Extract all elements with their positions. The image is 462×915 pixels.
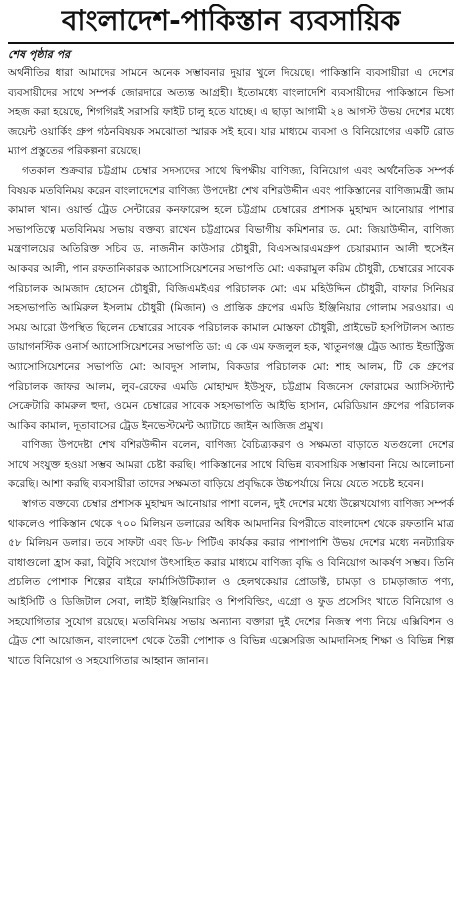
headline: বাংলাদেশ-পাকিস্তান ব্যবসায়িক [61,4,401,37]
paragraph-3: বাণিজ্য উপদেষ্টা শেখ বশিরউদ্দীন বলেন, বাণিজ্য বৈচিত্র্যকরণ ও সক্ষমতা বাড়াতে যতগুলো দেশের সাথে সংযুক্ত হওয়া সম্ভব আমরা চেষ্টা করছি। পাকিস্তানের সাথে বিভিন্ন ব্যবসায়িক সম্ভাবনা নিয়ে আলোচনা করেছি। আশা করছি ব্যবসায়ীরা তাদের সক্ষমতা বাড়িয়ে প্রবৃদ্ধিকে উচ্চপর্যায়ে নিয়ে যেতে সচেষ্ট হবেন। [8,439,454,491]
paragraph-1: অর্থনীতির ধারা আমাদের সামনে অনেক সম্ভাবনার দুয়ার খুলে দিয়েছে। পাকিস্তানি ব্যবসায়ীরা এ দেশের ব্যবসায়ীদের সাথে সম্পর্ক জোরদারে অত্যন্ত আগ্রহী। ইতোমধ্যে বাংলাদেশি ব্যবসায়ীদের পাকিস্তানে ভিসা সহজ করা হয়েছে, শিগগিরই সরাসরি ফাইট চালু হতে যাচ্ছে। এ ছাড়া আগামী ২৪ আগস্ট উভয় দেশের মধ্যে জয়েন্ট ওয়ার্কিং গ্রুপ গঠনবিষয়ক সমঝোতা স্মারক সই হবে। যার মাধ্যমে ব্যবসা ও বিনিয়োগের একটি রোড ম্যাপ প্রস্তুতের পরিকল্পনা রয়েছে। [8,67,454,158]
continued-from-label: শেষ পৃষ্ঠার পর [8,48,71,61]
paragraph-2: গতকাল শুক্রবার চট্টগ্রাম চেম্বার সদস্যদের সাথে দ্বিপক্ষীয় বাণিজ্য, বিনিয়োগ এবং অর্থনৈতিক সম্পর্ক বিষয়ক মতবিনিময় করেন বাংলাদেশের বাণিজ্য উপদেষ্টা শেখ বশিরউদ্দীন এবং পাকিস্তানের বাণিজ্যমন্ত্রী জাম কামাল খান। ওয়ার্ল্ড ট্রেড সেন্টারের কনফারেন্স হলে চট্টগ্রাম চেম্বারের প্রশাসক মুহাম্মদ আনোয়ার পাশার সভাপতিত্বে মতবিনিময় সভায় বক্তব্য রাখেন চট্টগ্রামের বিভাগীয় কমিশনার ড. মো: জিয়াউদ্দীন, বাণিজ্য মন্ত্রণালয়ের অতিরিক্ত সচিব ড. নাজনীন কাউসার চৌধুরী, বিএসআরএমগ্রুপ চেয়ারম্যান আলী হুসেইন আকবর আলী, পান রফতানিকারক অ্যাসোসিয়েশনের সভাপতি মো: একরামুল করিম চৌধুরী, চেম্বারের সাবেক পরিচালক আমজাদ হোসেন চৌধুরী, বিজিএমইএর পরিচালক মো: এম মহিউদ্দিন চৌধুরী, বাফার সিনিয়র সহসভাপতি আমিরুল ইসলাম চৌধুরী (মিজান) ও প্রান্তিক গ্রুপের এমডি ইঞ্জিনিয়ার গোলাম সরওয়ার। এ সময় আরো উপস্থিত ছিলেন চেম্বারের সাবেক পরিচালক কামাল মোস্তফা চৌধুরী, প্রাইভেট হসপিটালস অ্যান্ড ডায়াগনস্টিক ওনার্স অ্যাসোসিয়েশনের সভাপতি ডা: এ কে এম ফজলুল হক, খাতুনগঞ্জ ট্রেড অ্যান্ড ইন্ডাস্ট্রিজ অ্যাসোসিয়েশনের সভাপতি মো: আবদুস সালাম, বিকডার পরিচালক মো: শাহ আলম, টি কে গ্রুপের পরিচালক জাফর আলম, লুব-রেফের এমডি মোহাম্মদ ইউসুফ, চট্টগ্রাম বিজনেস ফোরামের অ্যাসিস্ট্যান্ট সেক্রেটারি কামরুল হুদা, ওমেন চেম্বারের সাবেক সহসভাপতি আইভি হাসান, মেরিডিয়ান গ্রুপের পরিচালক আকিব কামাল, দূতাবাসের ট্রেড ইনভেস্টমেন্ট অ্যাটাচে জাইন আজিজ প্রমুখ। [8,164,454,432]
paragraph-4: স্বাগত বক্তব্যে চেম্বার প্রশাসক মুহাম্মদ আনোয়ার পাশা বলেন, দুই দেশের মধ্যে উল্লেখযোগ্য বাণিজ্য সম্পর্ক থাকলেও পাকিস্তান থেকে ৭০০ মিলিয়ন ডলারের অধিক আমদানির বিপরীতে বাংলাদেশ থেকে রফতানি মাত্র ৫৮ মিলিয়ন ডলার। তবে সাফটা এবং ডি-৮ পিটিএ কার্যকর করার পাশাপাশি উভয় দেশের মধ্যে ননট্যারিফ বাধাগুলো হ্রাস করা, বিটুবি সংযোগ উৎসাহিত করার মাধ্যমে বাণিজ্য বৃদ্ধি ও বিনিয়োগ আকর্ষণ সম্ভব। তিনি প্রচলিত পোশাক শিল্পের বাইরে ফার্মাসিউটিক্যাল ও হেলথকেয়ার প্রোডাক্ট, চামড়া ও চামড়াজাত পণ্য, আইসিটি ও ডিজিটাল সেবা, লাইট ইঞ্জিনিয়ারিং ও শিপবিল্ডিং, এগ্রো ও ফুড প্রসেসিং খাতে বিনিয়োগ ও সহযোগিতার সুযোগ রয়েছে। মতবিনিময় সভায় অন্যান্য বক্তারা দুই দেশের নিজস্ব পণ্য নিয়ে এক্সিবিশন ও ট্রেড শো আয়োজন, বাংলাদেশ থেকে তৈরী পোশাক ও বিভিন্ন এক্সেসরিজ আমদানিসহ শিক্ষা ও বিভিন্ন শিল্প খাতে বিনিয়োগ ও সহযোগিতার আহ্বান জানান। [8,498,454,667]
headline-divider [8,42,454,44]
